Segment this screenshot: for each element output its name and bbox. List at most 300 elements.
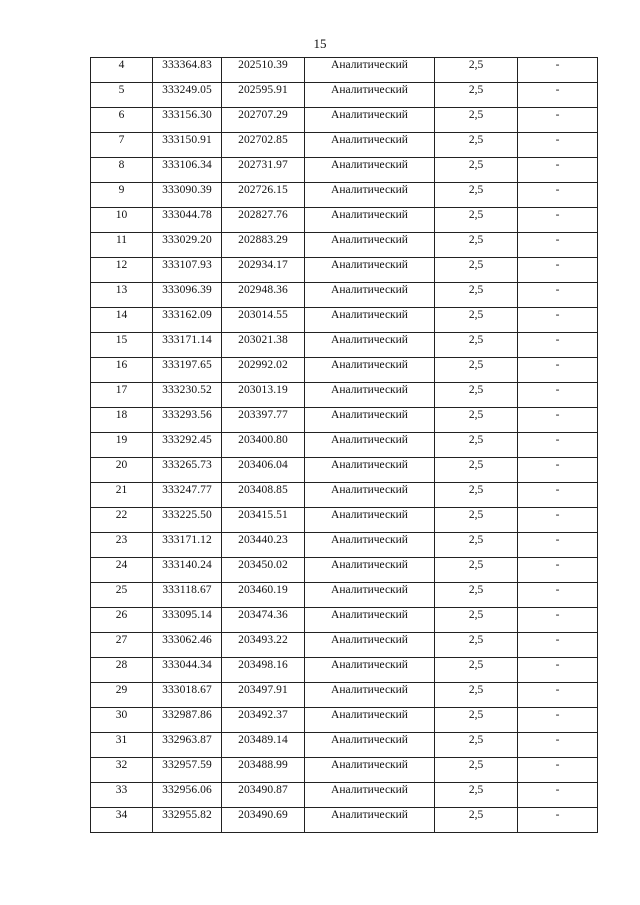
method-cell [305, 483, 435, 508]
coordinate-y-cell [153, 333, 222, 358]
note-cell-text: - [555, 209, 560, 221]
point-number-cell [91, 133, 153, 158]
method-cell-text: Аналитический [331, 634, 408, 646]
note-cell [518, 708, 598, 733]
accuracy-cell-text: 2,5 [468, 559, 484, 571]
accuracy-cell [435, 483, 518, 508]
accuracy-cell-text: 2,5 [468, 584, 484, 596]
method-cell [305, 758, 435, 783]
coordinate-x-cell [222, 433, 305, 458]
accuracy-cell [435, 583, 518, 608]
method-cell-text: Аналитический [331, 759, 408, 771]
coordinate-y-cell [153, 783, 222, 808]
note-cell-text: - [555, 809, 560, 821]
method-cell-text: Аналитический [331, 584, 408, 596]
method-cell [305, 108, 435, 133]
note-cell [518, 133, 598, 158]
table-row [91, 108, 598, 133]
method-cell-text: Аналитический [331, 409, 408, 421]
accuracy-cell-text: 2,5 [468, 359, 484, 371]
accuracy-cell [435, 233, 518, 258]
note-cell [518, 808, 598, 833]
coordinate-x-cell-text: 202595.91 [238, 84, 288, 96]
coordinate-x-cell [222, 133, 305, 158]
point-number-cell-text: 7 [118, 134, 125, 146]
coordinate-x-cell [222, 183, 305, 208]
table-row [91, 733, 598, 758]
point-number-cell-text: 21 [115, 484, 128, 496]
table-row [91, 383, 598, 408]
point-number-cell [91, 283, 153, 308]
coordinate-y-cell-text: 333230.52 [162, 384, 212, 396]
coordinate-x-cell-text: 203490.69 [238, 809, 288, 821]
note-cell [518, 558, 598, 583]
coordinate-y-cell [153, 408, 222, 433]
coordinate-y-cell-text: 333096.39 [162, 284, 212, 296]
point-number-cell [91, 308, 153, 333]
coordinate-x-cell [222, 283, 305, 308]
method-cell-text: Аналитический [331, 59, 408, 71]
coordinates-table-body [91, 58, 598, 833]
note-cell-text: - [555, 509, 560, 521]
coordinate-y-cell-text: 333106.34 [162, 159, 212, 171]
accuracy-cell-text: 2,5 [468, 509, 484, 521]
table-row [91, 708, 598, 733]
accuracy-cell-text: 2,5 [468, 759, 484, 771]
note-cell [518, 58, 598, 83]
point-number-cell-text: 33 [115, 784, 128, 796]
accuracy-cell [435, 333, 518, 358]
accuracy-cell [435, 658, 518, 683]
coordinate-y-cell-text: 332955.82 [162, 809, 212, 821]
coordinate-y-cell [153, 208, 222, 233]
note-cell-text: - [555, 59, 560, 71]
point-number-cell-text: 19 [115, 434, 128, 446]
coordinate-x-cell-text: 203497.91 [238, 684, 288, 696]
point-number-cell-text: 26 [115, 609, 128, 621]
method-cell-text: Аналитический [331, 284, 408, 296]
coordinate-y-cell [153, 658, 222, 683]
point-number-cell-text: 29 [115, 684, 128, 696]
coordinate-y-cell-text: 333293.56 [162, 409, 212, 421]
coordinate-y-cell [153, 608, 222, 633]
coordinate-y-cell-text: 333150.91 [162, 134, 212, 146]
note-cell [518, 333, 598, 358]
coordinate-y-cell-text: 332956.06 [162, 784, 212, 796]
table-row [91, 308, 598, 333]
method-cell-text: Аналитический [331, 684, 408, 696]
coordinate-x-cell-text: 203474.36 [238, 609, 288, 621]
method-cell-text: Аналитический [331, 159, 408, 171]
coordinate-x-cell [222, 233, 305, 258]
coordinate-x-cell [222, 633, 305, 658]
point-number-cell [91, 658, 153, 683]
method-cell-text: Аналитический [331, 184, 408, 196]
coordinate-x-cell [222, 658, 305, 683]
note-cell-text: - [555, 134, 560, 146]
coordinate-x-cell [222, 758, 305, 783]
point-number-cell [91, 258, 153, 283]
point-number-cell [91, 683, 153, 708]
accuracy-cell-text: 2,5 [468, 84, 484, 96]
table-row [91, 458, 598, 483]
accuracy-cell [435, 758, 518, 783]
coordinate-y-cell [153, 758, 222, 783]
point-number-cell-text: 24 [115, 559, 128, 571]
accuracy-cell [435, 633, 518, 658]
accuracy-cell [435, 683, 518, 708]
coordinate-x-cell-text: 202702.85 [238, 134, 288, 146]
note-cell [518, 483, 598, 508]
coordinate-x-cell [222, 58, 305, 83]
point-number-cell [91, 358, 153, 383]
point-number-cell [91, 583, 153, 608]
point-number-cell [91, 158, 153, 183]
coordinate-x-cell-text: 203492.37 [238, 709, 288, 721]
coordinate-x-cell [222, 783, 305, 808]
point-number-cell-text: 5 [118, 84, 125, 96]
table-row [91, 758, 598, 783]
note-cell-text: - [555, 284, 560, 296]
method-cell [305, 433, 435, 458]
coordinate-x-cell-text: 203021.38 [238, 334, 288, 346]
method-cell-text: Аналитический [331, 459, 408, 471]
accuracy-cell [435, 383, 518, 408]
note-cell-text: - [555, 709, 560, 721]
table-row [91, 208, 598, 233]
point-number-cell [91, 208, 153, 233]
accuracy-cell [435, 408, 518, 433]
coordinate-x-cell-text: 203014.55 [238, 309, 288, 321]
accuracy-cell-text: 2,5 [468, 334, 484, 346]
method-cell [305, 258, 435, 283]
point-number-cell-text: 32 [115, 759, 128, 771]
accuracy-cell-text: 2,5 [468, 384, 484, 396]
coordinate-y-cell [153, 258, 222, 283]
coordinate-y-cell-text: 333062.46 [162, 634, 212, 646]
table-row [91, 233, 598, 258]
note-cell [518, 208, 598, 233]
method-cell-text: Аналитический [331, 534, 408, 546]
point-number-cell-text: 6 [118, 109, 125, 121]
coordinate-x-cell [222, 333, 305, 358]
point-number-cell [91, 558, 153, 583]
accuracy-cell-text: 2,5 [468, 434, 484, 446]
coordinate-x-cell [222, 458, 305, 483]
method-cell [305, 283, 435, 308]
method-cell [305, 333, 435, 358]
note-cell-text: - [555, 309, 560, 321]
note-cell-text: - [555, 459, 560, 471]
point-number-cell [91, 233, 153, 258]
accuracy-cell [435, 83, 518, 108]
note-cell [518, 783, 598, 808]
method-cell [305, 783, 435, 808]
coordinate-y-cell-text: 332987.86 [162, 709, 212, 721]
point-number-cell [91, 483, 153, 508]
point-number-cell [91, 383, 153, 408]
point-number-cell [91, 608, 153, 633]
coordinate-x-cell-text: 203440.23 [238, 534, 288, 546]
note-cell-text: - [555, 159, 560, 171]
accuracy-cell-text: 2,5 [468, 309, 484, 321]
method-cell-text: Аналитический [331, 809, 408, 821]
point-number-cell [91, 758, 153, 783]
table-row [91, 183, 598, 208]
point-number-cell-text: 9 [118, 184, 125, 196]
accuracy-cell-text: 2,5 [468, 459, 484, 471]
table-row [91, 133, 598, 158]
method-cell-text: Аналитический [331, 709, 408, 721]
point-number-cell-text: 18 [115, 409, 128, 421]
point-number-cell-text: 25 [115, 584, 128, 596]
point-number-cell [91, 108, 153, 133]
note-cell [518, 158, 598, 183]
note-cell [518, 608, 598, 633]
coordinate-x-cell [222, 608, 305, 633]
accuracy-cell-text: 2,5 [468, 809, 484, 821]
coordinate-y-cell-text: 332963.87 [162, 734, 212, 746]
method-cell-text: Аналитический [331, 84, 408, 96]
point-number-cell-text: 11 [115, 234, 128, 246]
table-row [91, 583, 598, 608]
point-number-cell [91, 633, 153, 658]
point-number-cell-text: 20 [115, 459, 128, 471]
coordinate-y-cell [153, 133, 222, 158]
table-row [91, 433, 598, 458]
note-cell [518, 108, 598, 133]
note-cell [518, 308, 598, 333]
coordinate-x-cell [222, 533, 305, 558]
coordinate-y-cell [153, 533, 222, 558]
coordinate-y-cell-text: 333249.05 [162, 84, 212, 96]
method-cell [305, 183, 435, 208]
note-cell-text: - [555, 334, 560, 346]
point-number-cell [91, 808, 153, 833]
coordinate-x-cell-text: 202992.02 [238, 359, 288, 371]
note-cell-text: - [555, 359, 560, 371]
accuracy-cell [435, 558, 518, 583]
point-number-cell-text: 34 [115, 809, 128, 821]
accuracy-cell-text: 2,5 [468, 709, 484, 721]
coordinate-y-cell-text: 333044.34 [162, 659, 212, 671]
coordinate-x-cell-text: 203450.02 [238, 559, 288, 571]
note-cell-text: - [555, 634, 560, 646]
method-cell-text: Аналитический [331, 659, 408, 671]
point-number-cell-text: 13 [115, 284, 128, 296]
method-cell-text: Аналитический [331, 209, 408, 221]
method-cell [305, 633, 435, 658]
page-number: 15 [313, 36, 327, 51]
point-number-cell [91, 508, 153, 533]
method-cell-text: Аналитический [331, 309, 408, 321]
point-number-cell [91, 783, 153, 808]
accuracy-cell-text: 2,5 [468, 59, 484, 71]
table-row [91, 483, 598, 508]
coordinate-x-cell-text: 202934.17 [238, 259, 288, 271]
note-cell-text: - [555, 609, 560, 621]
point-number-cell-text: 14 [115, 309, 128, 321]
coordinate-y-cell [153, 308, 222, 333]
accuracy-cell [435, 283, 518, 308]
coordinate-y-cell [153, 708, 222, 733]
method-cell-text: Аналитический [331, 434, 408, 446]
table-row [91, 158, 598, 183]
method-cell [305, 683, 435, 708]
method-cell-text: Аналитический [331, 609, 408, 621]
accuracy-cell [435, 208, 518, 233]
point-number-cell-text: 28 [115, 659, 128, 671]
point-number-cell [91, 433, 153, 458]
coordinate-y-cell-text: 333247.77 [162, 484, 212, 496]
coordinate-x-cell [222, 208, 305, 233]
coordinate-y-cell-text: 333171.14 [162, 334, 212, 346]
method-cell-text: Аналитический [331, 559, 408, 571]
accuracy-cell [435, 708, 518, 733]
coordinate-x-cell [222, 508, 305, 533]
coordinate-x-cell-text: 202731.97 [238, 159, 288, 171]
coordinate-x-cell [222, 83, 305, 108]
accuracy-cell-text: 2,5 [468, 734, 484, 746]
note-cell-text: - [555, 84, 560, 96]
note-cell [518, 533, 598, 558]
method-cell-text: Аналитический [331, 484, 408, 496]
accuracy-cell-text: 2,5 [468, 259, 484, 271]
coordinate-y-cell-text: 333265.73 [162, 459, 212, 471]
method-cell-text: Аналитический [331, 134, 408, 146]
coordinate-y-cell [153, 233, 222, 258]
coordinate-x-cell-text: 203498.16 [238, 659, 288, 671]
coordinate-x-cell-text: 202827.76 [238, 209, 288, 221]
point-number-cell [91, 733, 153, 758]
accuracy-cell [435, 733, 518, 758]
note-cell [518, 658, 598, 683]
point-number-cell [91, 533, 153, 558]
accuracy-cell-text: 2,5 [468, 659, 484, 671]
table-row [91, 83, 598, 108]
coordinate-x-cell-text: 202726.15 [238, 184, 288, 196]
accuracy-cell-text: 2,5 [468, 634, 484, 646]
point-number-cell-text: 23 [115, 534, 128, 546]
note-cell-text: - [555, 384, 560, 396]
coordinate-x-cell [222, 383, 305, 408]
accuracy-cell [435, 108, 518, 133]
coordinate-y-cell [153, 733, 222, 758]
accuracy-cell-text: 2,5 [468, 234, 484, 246]
coordinate-y-cell [153, 383, 222, 408]
accuracy-cell-text: 2,5 [468, 784, 484, 796]
coordinate-x-cell-text: 203408.85 [238, 484, 288, 496]
coordinate-x-cell-text: 203415.51 [238, 509, 288, 521]
note-cell [518, 83, 598, 108]
method-cell-text: Аналитический [331, 334, 408, 346]
accuracy-cell [435, 358, 518, 383]
method-cell-text: Аналитический [331, 109, 408, 121]
method-cell [305, 658, 435, 683]
coordinate-y-cell [153, 183, 222, 208]
method-cell [305, 308, 435, 333]
method-cell [305, 733, 435, 758]
point-number-cell-text: 30 [115, 709, 128, 721]
table-row [91, 58, 598, 83]
method-cell [305, 383, 435, 408]
coordinate-x-cell [222, 308, 305, 333]
point-number-cell [91, 183, 153, 208]
coordinate-y-cell-text: 333156.30 [162, 109, 212, 121]
coordinate-x-cell-text: 202948.36 [238, 284, 288, 296]
accuracy-cell [435, 783, 518, 808]
note-cell-text: - [555, 784, 560, 796]
note-cell-text: - [555, 259, 560, 271]
note-cell [518, 633, 598, 658]
accuracy-cell [435, 158, 518, 183]
coordinate-x-cell [222, 158, 305, 183]
method-cell-text: Аналитический [331, 734, 408, 746]
point-number-cell-text: 15 [115, 334, 128, 346]
point-number-cell [91, 333, 153, 358]
note-cell-text: - [555, 409, 560, 421]
note-cell [518, 383, 598, 408]
note-cell-text: - [555, 234, 560, 246]
method-cell [305, 608, 435, 633]
accuracy-cell [435, 458, 518, 483]
coordinate-y-cell-text: 333095.14 [162, 609, 212, 621]
method-cell [305, 558, 435, 583]
table-row [91, 258, 598, 283]
note-cell [518, 183, 598, 208]
point-number-cell-text: 31 [115, 734, 128, 746]
coordinates-table [90, 57, 598, 833]
coordinate-x-cell [222, 733, 305, 758]
coordinate-x-cell-text: 203493.22 [238, 634, 288, 646]
point-number-cell-text: 4 [118, 59, 125, 71]
accuracy-cell [435, 808, 518, 833]
table-row [91, 333, 598, 358]
note-cell-text: - [555, 109, 560, 121]
accuracy-cell-text: 2,5 [468, 134, 484, 146]
coordinate-y-cell [153, 158, 222, 183]
coordinate-x-cell [222, 258, 305, 283]
point-number-cell [91, 58, 153, 83]
method-cell-text: Аналитический [331, 359, 408, 371]
method-cell [305, 83, 435, 108]
coordinate-x-cell-text: 203397.77 [238, 409, 288, 421]
coordinate-y-cell-text: 333018.67 [162, 684, 212, 696]
table-row [91, 658, 598, 683]
table-row [91, 808, 598, 833]
note-cell [518, 233, 598, 258]
note-cell-text: - [555, 659, 560, 671]
point-number-cell [91, 83, 153, 108]
table-row [91, 283, 598, 308]
note-cell [518, 408, 598, 433]
coordinate-x-cell [222, 108, 305, 133]
note-cell-text: - [555, 484, 560, 496]
coordinate-y-cell-text: 333171.12 [162, 534, 212, 546]
table-row [91, 558, 598, 583]
coordinate-x-cell-text: 203460.19 [238, 584, 288, 596]
method-cell [305, 808, 435, 833]
point-number-cell [91, 408, 153, 433]
table-row [91, 608, 598, 633]
coordinate-x-cell-text: 203400.80 [238, 434, 288, 446]
note-cell [518, 358, 598, 383]
coordinate-y-cell [153, 633, 222, 658]
coordinate-x-cell-text: 202883.29 [238, 234, 288, 246]
method-cell [305, 458, 435, 483]
accuracy-cell [435, 508, 518, 533]
note-cell [518, 508, 598, 533]
